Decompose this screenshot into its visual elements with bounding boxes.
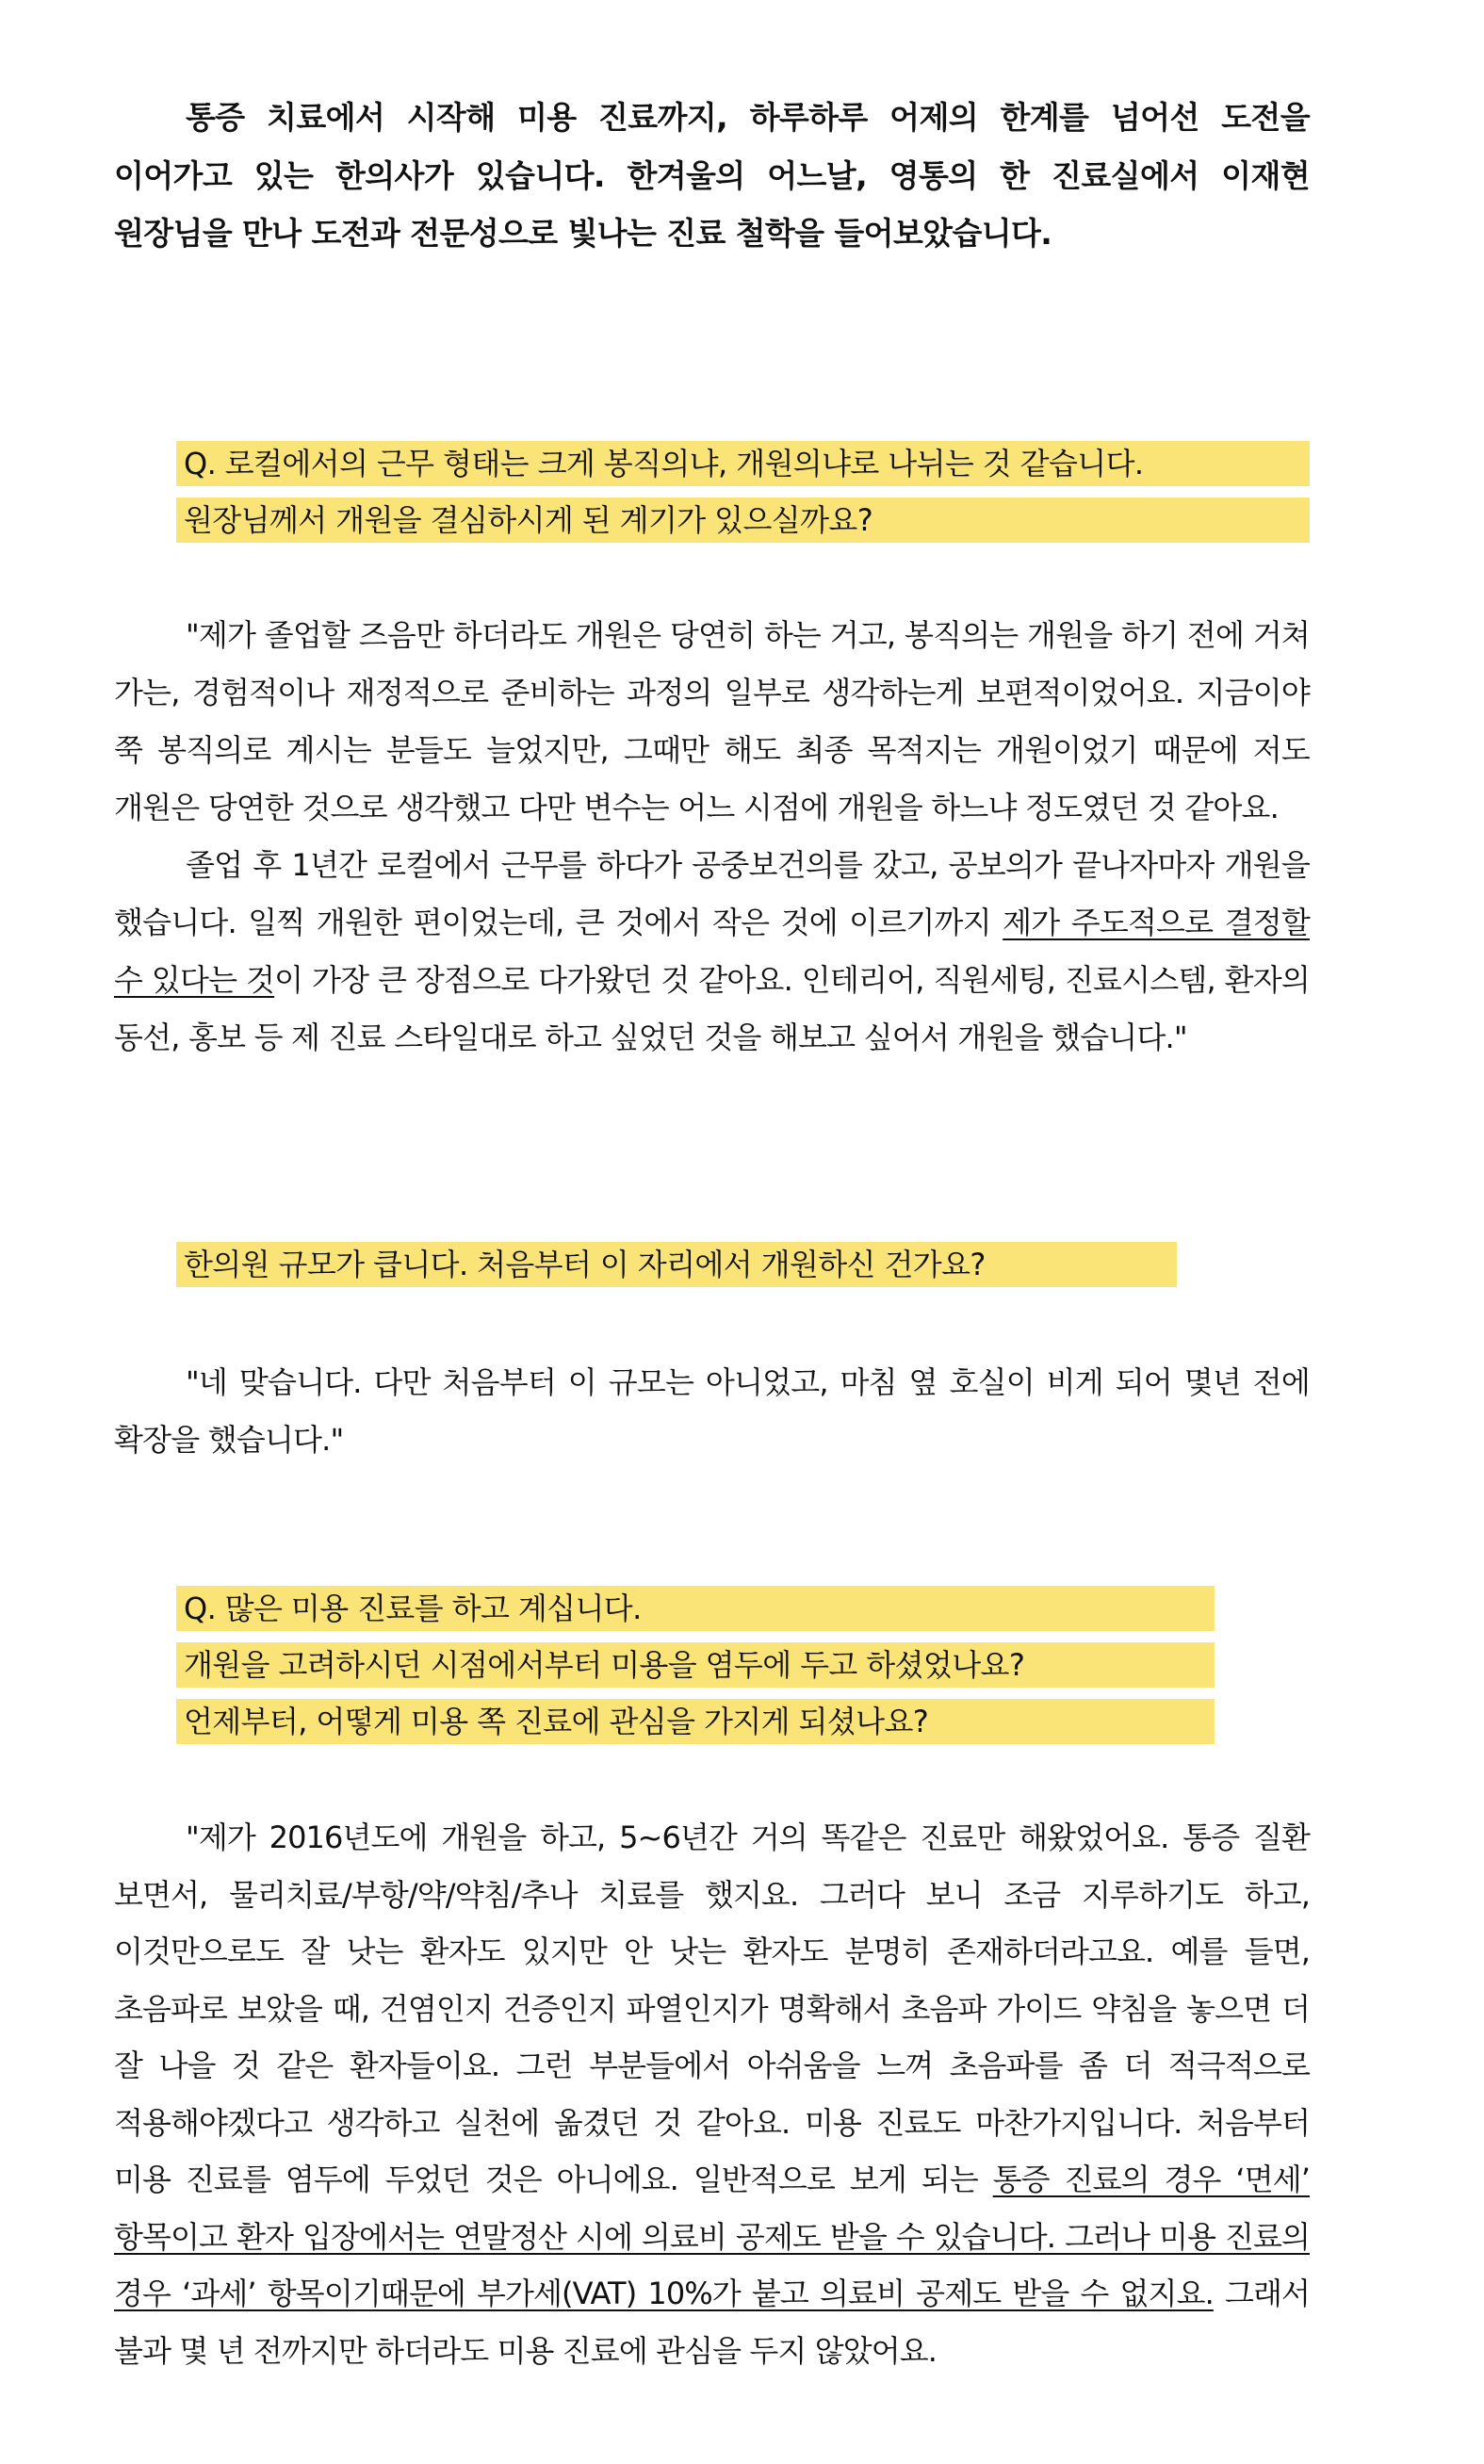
answer-3	[114, 1809, 1310, 2379]
intro-paragraph: 통증 치료에서 시작해 미용 진료까지, 하루하루 어제의 한계를 넘어선 도전을 이어가고 있는 한의사가 있습니다. 한겨울의 어느날, 영통의 한 진료실에서 이재현 원장님을 만나 도전과 전문성으로 빛나는 진료 철학을 들어보았습니다.	[114, 99, 1310, 252]
question-line: 한의원 규모가 큽니다. 처음부터 이 자리에서 개원하신 건가요?	[176, 1242, 1177, 1287]
question-line: Q. 로컬에서의 근무 형태는 크게 봉직의냐, 개원의냐로 나뉘는 것 같습니다.	[176, 441, 1310, 486]
answer-2	[114, 1354, 1310, 1469]
question-1	[176, 441, 1310, 554]
underlined-text: 제가 주도적으로 결정할 수 있다는 것	[114, 905, 1310, 998]
answer-paragraph	[114, 837, 1310, 1067]
answer-paragraph	[114, 1809, 1310, 2379]
answer-text: 졸업 후 1년간 로컬에서 근무를 하다가 공중보건의를 갔고, 공보의가 끝나자마자 개원을 했습니다. 일찍 개원한 편이었는데, 큰 것에서 작은 것에 이르기까지	[114, 847, 1310, 940]
question-line: Q. 많은 미용 진료를 하고 계십니다.	[176, 1586, 1215, 1631]
question-line: 개원을 고려하시던 시점에서부터 미용을 염두에 두고 하셨었나요?	[176, 1642, 1215, 1688]
answer-text: 이 가장 큰 장점으로 다가왔던 것 같아요. 인테리어, 직원세팅, 진료시스템, 환자의 동선, 홍보 등 제 진료 스타일대로 하고 싶었던 것을 해보고 싶어서 개원을 했습니다."	[114, 962, 1310, 1055]
answer-paragraph: "네 맞습니다. 다만 처음부터 이 규모는 아니었고, 마침 옆 호실이 비게 되어 몇년 전에 확장을 했습니다."	[114, 1364, 1310, 1458]
question-2	[176, 1242, 1177, 1298]
answer-text: 그래서 불과 몇 년 전까지만 하더라도 미용 진료에 관심을 두지 않았어요.	[114, 2276, 1310, 2369]
answer-paragraph: "제가 졸업할 즈음만 하더라도 개원은 당연히 하는 거고, 봉직의는 개원을 하기 전에 거쳐 가는, 경험적이나 재정적으로 준비하는 과정의 일부로 생각하는게 보편적이었어요. 지금이야 쭉 봉직의로 계시는 분들도 늘었지만, 그때만 해도 최종 목적지는 개원이었기 때문에 저도 개원은 당연한 것으로 생각했고 다만 변수는 어느 시점에 개원을 하느냐 정도였던 것 같아요.	[114, 617, 1310, 825]
question-3	[176, 1586, 1215, 1755]
question-line: 원장님께서 개원을 결심하시게 된 계기가 있으실까요?	[176, 498, 1310, 543]
answer-text: "제가 2016년도에 개원을 하고, 5~6년간 거의 똑같은 진료만 해왔었어요. 통증 질환 보면서, 물리치료/부항/약/약침/추나 치료를 했지요. 그러다 보니 조금 지루하기도 하고, 이것만으로도 잘 낫는 환자도 있지만 안 낫는 환자도 분명히 존재하더라고요. 예를 들면, 초음파로 보았을 때, 건염인지 건증인지 파열인지가 명확해서 초음파 가이드 약침을 놓으면 더 잘 나을 것 같은 환자들이요. 그런 부분들에서 아쉬움을 느껴 초음파를 좀 더 적극적으로 적용해야겠다고 생각하고 실천에 옮겼던 것 같아요. 미용 진료도 마찬가지입니다. 처음부터 미용 진료를 염두에 두었던 것은 아니에요. 일반적으로 보게 되는	[114, 1819, 1310, 2197]
question-line: 언제부터, 어떻게 미용 쪽 진료에 관심을 가지게 되셨나요?	[176, 1699, 1215, 1744]
underlined-text: 통증 진료의 경우 ‘면세’ 항목이고 환자 입장에서는 연말정산 시에 의료비 공제도 받을 수 있습니다. 그러나 미용 진료의 경우 ‘과세’ 항목이기때문에 부가세(VAT) 10%가 붙고 의료비 공제도 받을 수 없지요.	[114, 2162, 1310, 2311]
answer-1	[114, 607, 1310, 1067]
